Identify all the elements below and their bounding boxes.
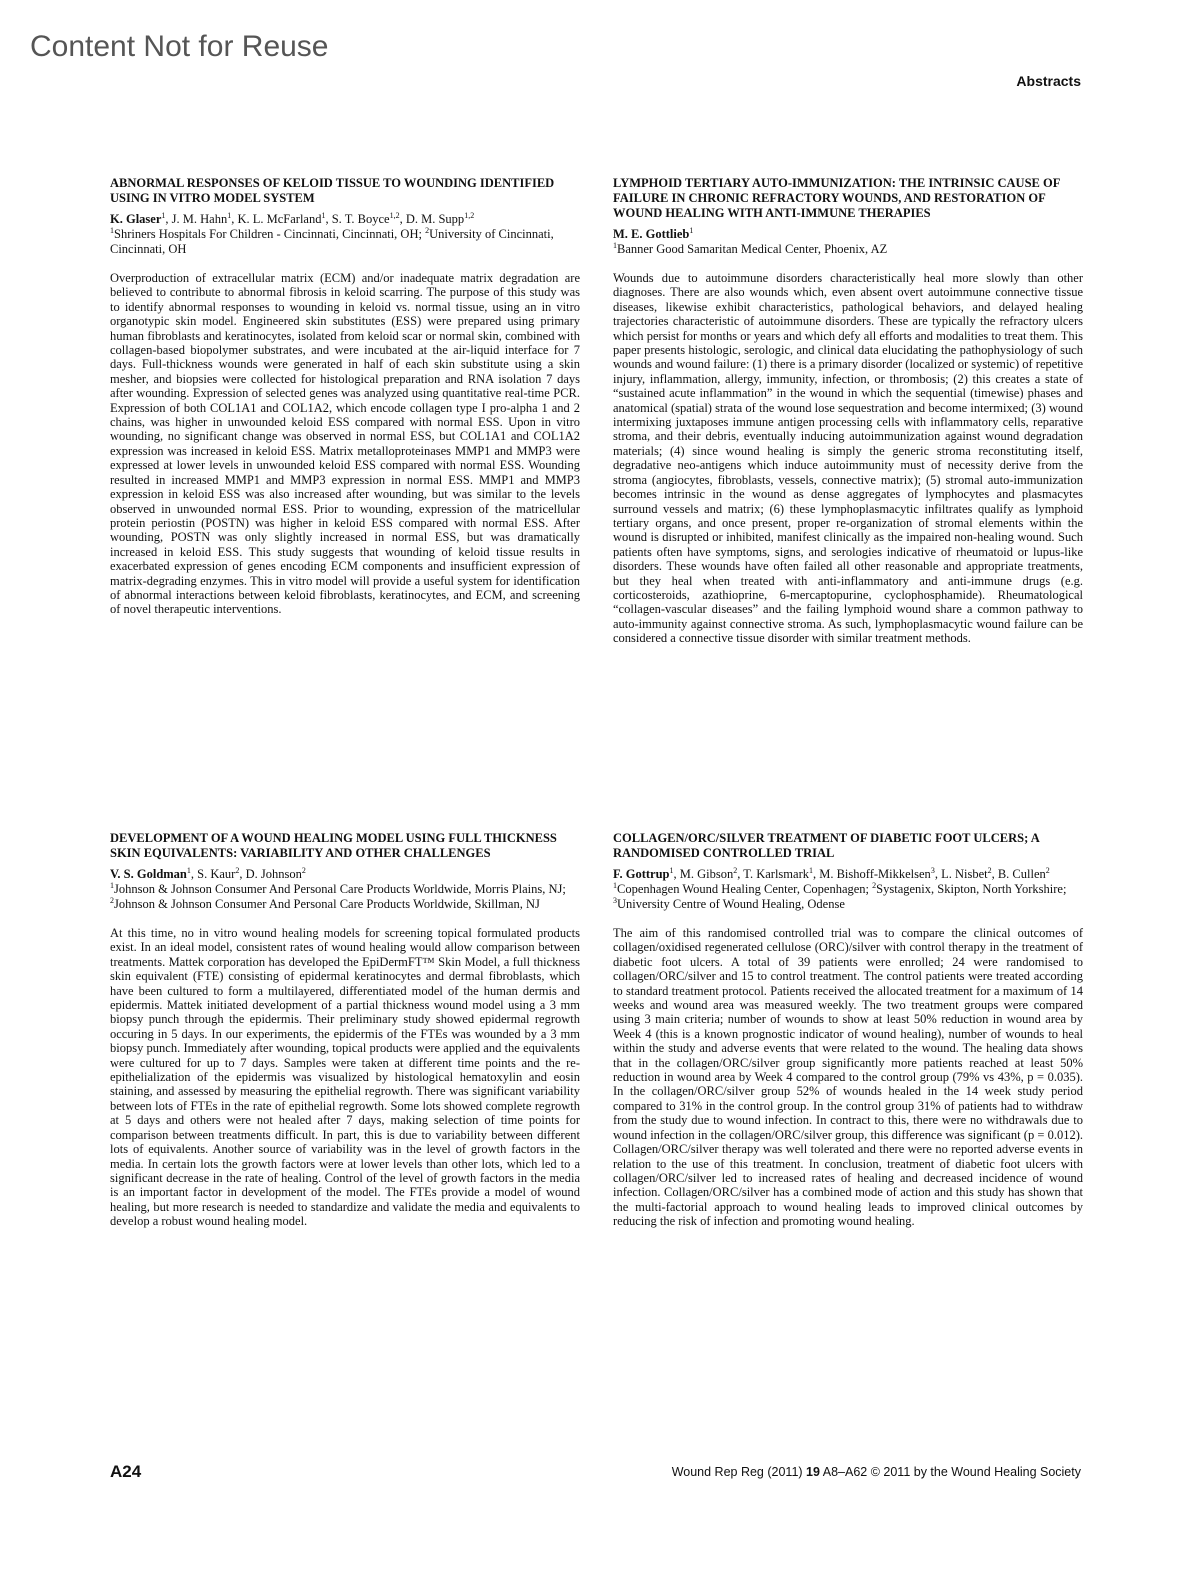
author-sup: 1 — [321, 210, 326, 220]
author-list — [613, 227, 1083, 242]
watermark: Content Not for Reuse — [30, 30, 329, 63]
author-list: F. Gottrup$^1$, M. Gibson$^2$, T. Karlsmark$^1$, M. Bishoff-Mikkelsen$^3$, L. Nisbet$^2$, B. Cullen$^2$ — [613, 865, 1050, 881]
page-number: A24 — [110, 1462, 142, 1481]
abstract-title: LYMPHOID TERTIARY AUTO-IMMUNIZATION: THE INTRINSIC CAUSE OF FAILURE IN CHRONIC REFRACTORY WOUNDS, AND RESTORATION OF WOUND HEALING WITH ANTI-IMMUNE THERAPIES — [613, 176, 1060, 220]
author-name: L. Nisbet — [941, 867, 988, 881]
author-sup: 1 — [186, 865, 191, 875]
author-sup: 1 — [689, 225, 694, 235]
author-sup: 1 — [161, 210, 166, 220]
abstract-body: Wounds due to autoimmune disorders characteristically heal more slowly than other diagnoses. There are also wounds which, even absent overt autoimmune connective tissue diseases, likewise exhibit characteristics, pathological behaviors, and delayed healing trajectories characteristic of autoimmune disorders. These are typically the refractory ulcers which persist for months or years and which defy all efforts and modalities to treat them. This paper presents histologic, serologic, and clinical data elucidating the pathophysiology of such wounds and wound failure: (1) there is a primary disorder (localized or systemic) of repetitive injury, inflammation, allergy, immunity, infection, or thrombosis; (2) this creates a state of “sustained acute inflammation” in the wound in which the sequential (timewise) phases and anatomical (spatial) strata of the wound lose sequestration and become intermixed; (3) wound intermixing juxtaposes immune antigen processing cells with inflammatory cells, reparative stroma, and their debris, eventually inducing autoimmunization against wound degradation materials; (4) since wound healing is simply the generic stroma reconstituting itself, degradative neo-antigens which induce autoimmunity must of necessity derive from the stroma (angiocytes, fibroblasts, vessels, connective matrix); (5) stromal auto-immunization becomes intrinsic in the wound as dense aggregates of lymphocytes and plasmacytes surround vessels and matrix; (6) these lymphoplasmacytic infiltrates qualify as lymphoid tertiary organs, and once present, proper re-organization of stromal elements within the wound is disrupted or inhibited, manifest clinically as the impaired non-healing wound. Such patients often have symptoms, signs, and serologies indicative of rheumatoid or lupus-like disorders. These wounds have often failed all other reasonable and appropriate treatments, but they heal when treated with anti-inflammatory and anti-immune drugs (e.g. corticosteroids, azathioprine, 6-mercaptopurine, cyclophosphamide). Rheumatological “collagen-vascular diseases” and the failing lymphoid wound share a common pathway to auto-immunity against connective stroma. As such, lymphoplasmacytic wound failure can be considered a connective tissue disorder with similar treatment methods. — [613, 271, 1083, 646]
lead-author: F. Gottrup — [613, 867, 670, 881]
section-label: Abstracts — [1016, 73, 1081, 89]
abstract-gottrup — [613, 831, 1083, 1229]
author-name: D. M. Supp — [405, 212, 465, 226]
author-sup: 2 — [733, 865, 738, 875]
affil-sup: 3 — [613, 895, 617, 905]
author-sup: 2 — [987, 865, 992, 875]
author-name: T. Karlsmark — [743, 867, 809, 881]
author-name: K. L. McFarland — [237, 212, 322, 226]
author-sup: 1,2 — [389, 210, 400, 220]
affiliations — [110, 882, 580, 912]
author-sup: 1,2 — [464, 210, 475, 220]
affil-text: University Centre of Wound Healing, Odense — [617, 897, 845, 911]
abstract-title: DEVELOPMENT OF A WOUND HEALING MODEL USING FULL THICKNESS SKIN EQUIVALENTS: VARIABILITY AND OTHER CHALLENGES — [110, 831, 557, 860]
affil-text: Copenhagen Wound Healing Center, Copenhagen; — [617, 882, 870, 896]
affil-sup: 2 — [872, 880, 877, 890]
affil-text: Systagenix, Skipton, North Yorkshire; — [876, 882, 1067, 896]
abstract-body: The aim of this randomised controlled trial was to compare the clinical outcomes of collagen/oxidised regenerated cellulose (ORC)/silver with control therapy in the treatment of diabetic foot ulcers. A total of 39 patients were enrolled; 24 were randomised to collagen/ORC/silver and 15 to control treatment. The control patients were treated according to standard treatment protocol. Patients received the allocated treatment for a maximum of 14 weeks and wound area was measured weekly. The two treatment groups were compared using 3 main criteria; number of wounds to show at least 50% reduction in wound area by Week 4 (this is a known prognostic indicator of wound healing), number of wounds to heal within the study and adverse events that were related to the wound. The healing data shows that in the collagen/ORC/silver group significantly more patients reached at least 50% reduction in wound area by Week 4 compared to the control group (79% vs 43%, p = 0.035). In the collagen/ORC/silver group 52% of wounds healed in the 14 week study period compared to 31% in the control group. In the control group 31% of patients had to withdraw from the study due to wound infection. In contract to this, there were no withdrawals due to wound infection in the collagen/ORC/silver group, this difference was significant (p = 0.012). Collagen/ORC/silver therapy was well tolerated and there were no reported adverse events in relation to the use of this treatment. In conclusion, treatment of diabetic foot ulcers with collagen/ORC/silver led to increased rates of healing and decreased incidence of wound infection. Collagen/ORC/silver has a combined mode of action and this study has shown that the multi-factorial approach to wound healing leads to improved clinical outcomes by reducing the risk of infection and promoting wound healing. — [613, 926, 1083, 1229]
abstract-goldman — [110, 831, 580, 1229]
author-sup: 1 — [808, 865, 813, 875]
abstract-body: Overproduction of extracellular matrix (ECM) and/or inadequate matrix degradation are believed to contribute to abnormal fibrosis in keloid scarring. The purpose of this study was to identify abnormal responses to wounding in keloid vs. normal tissue, using an in vitro organotypic skin model. Engineered skin substitutes (ESS) were prepared using primary human fibroblasts and keratinocytes, isolated from keloid scar or normal skin, combined with collagen-based biopolymer substrates, and were incubated at the air-liquid interface for 7 days. Full-thickness wounds were generated in half of each skin substitute using a skin mesher, and biopsies were collected for histological preparation and RNA isolation 7 days after wounding. Expression of selected genes was analyzed using quantitative real-time PCR. Expression of both COL1A1 and COL1A2, which encode collagen type I pro-alpha 1 and 2 chains, was higher in unwounded keloid ESS compared with normal ESS. Upon in vitro wounding, no significant change was observed in normal ESS, but COL1A1 and COL1A2 expression was increased in keloid ESS. Matrix metalloproteinases MMP1 and MMP3 were expressed at lower levels in unwounded keloid ESS compared with normal ESS. Wounding resulted in increased MMP1 and MMP3 expression in normal ESS. MMP1 and MMP3 expression in keloid ESS was also increased after wounding, but was similar to the levels observed in unwounded normal ESS. Prior to wounding, expression of the matricellular protein periostin (POSTN) was higher in keloid ESS compared with normal ESS. After wounding, POSTN was only slightly increased in normal ESS, but was dramatically increased in keloid ESS. This study suggests that wounding of keloid tissue results in exacerbated expression of genes encoding ECM components and insufficient expression of matrix-degrading enzymes. This in vitro model will provide a useful system for identification of abnormal interactions between keloid fibroblasts, keratinocytes, and ECM, and screening of novel therapeutic interventions. — [110, 271, 580, 617]
journal-citation — [672, 1465, 1081, 1479]
affil-text: Johnson & Johnson Consumer And Personal Care Products Worldwide, Skillman, NJ — [114, 897, 540, 911]
author-sup: 1 — [227, 210, 232, 220]
abstract-glaser — [110, 176, 580, 617]
author-name: J. M. Hahn — [171, 212, 228, 226]
affil-sup: 1 — [613, 880, 617, 890]
affil-sup: 2 — [110, 895, 114, 905]
journal-pages: A8–A62 — [822, 1465, 868, 1479]
affil-sup: 1 — [110, 880, 114, 890]
author-name: D. Johnson — [245, 867, 302, 881]
abstract-body: At this time, no in vitro wound healing models for screening topical formulated products exist. In an ideal model, consistent rates of wound healing would allow comparison between treatments. Mattek corporation has developed the EpiDermFT™ Skin Model, a full thickness skin equivalent (FTE) consisting of epidermal keratinocytes and dermal fibroblasts, which have been cultured to form a multilayered, differentiated model of the human dermis and epidermis. Mattek initiated development of a partial thickness wound model using a 3 mm biopsy punch through the epidermis. Their preliminary study showed epidermal regrowth occuring in 5 days. In our experiments, the epidermis of the FTEs was wounded by a 3 mm biopsy punch. Immediately after wounding, topical products were applied and the equivalents were cultured for up to 7 days. Samples were taken at different time points and the re-epithelialization of the epidermis was visualized by histological hematoxylin and eosin staining, and assessed by measuring the epithelial regrowth. There was significant variability between lots of FTEs in the rate of epithelial regrowth. Some lots showed complete regrowth at 5 days and others were not healed after 7 days, making selection of time points for comparison between treatments difficult. In part, this is due to variability between different lots of equivalents. Another source of variability was in the level of growth factors in the media. In certain lots the growth factors were at lower levels than other lots, which led to a significant decrease in the rate of healing. Control of the level of growth factors in the media is an important factor in development of the model. The FTEs provide a model of wound healing, but more research is needed to standardize and validate the media and equivalents to develop a robust wound healing model. — [110, 926, 580, 1229]
author-name: S. Kaur — [197, 867, 236, 881]
author-sup: 2 — [235, 865, 240, 875]
affiliations — [613, 242, 1083, 257]
author-list: V. S. Goldman$^1$, S. Kaur$^2$, D. Johnson$^2$ — [110, 865, 306, 881]
lead-author: V. S. Goldman — [110, 867, 187, 881]
affil-sup: 2 — [425, 225, 430, 235]
abstract-title: COLLAGEN/ORC/SILVER TREATMENT OF DIABETIC FOOT ULCERS; A RANDOMISED CONTROLLED TRIAL — [613, 831, 1040, 860]
author-name: S. T. Boyce — [331, 212, 390, 226]
affiliations — [110, 227, 580, 257]
author-sup: 1 — [669, 865, 674, 875]
affil-text: University of Cincinnati, Cincinnati, OH — [110, 227, 554, 256]
abstract-gottlieb — [613, 176, 1083, 646]
affil-sup: 1 — [110, 225, 114, 235]
author-sup: 2 — [301, 865, 306, 875]
copyright: © 2011 by the Wound Healing Society — [870, 1465, 1081, 1479]
affil-sup: 1 — [613, 240, 617, 250]
author-name: M. Bishoff-Mikkelsen — [819, 867, 931, 881]
journal-name: Wound Rep Reg (2011) — [671, 1465, 803, 1479]
author-name: B. Cullen — [997, 867, 1046, 881]
author-sup: 3 — [930, 865, 935, 875]
abstract-title: ABNORMAL RESPONSES OF KELOID TISSUE TO WOUNDING IDENTIFIED USING IN VITRO MODEL SYSTEM — [110, 176, 555, 205]
lead-author: M. E. Gottlieb — [613, 227, 690, 241]
author-list: K. Glaser$^1$, J. M. Hahn$^1$, K. L. McFarland$^1$, S. T. Boyce$^{1,2}$, D. M. Supp$^{1,2}$ — [110, 210, 475, 226]
affiliations — [613, 882, 1083, 912]
author-sup: 2 — [1045, 865, 1050, 875]
affil-text: Johnson & Johnson Consumer And Personal Care Products Worldwide, Morris Plains, NJ; — [114, 882, 566, 896]
journal-volume: 19 — [806, 1465, 820, 1479]
affil-text: Shriners Hospitals For Children - Cincinnati, Cincinnati, OH; — [114, 227, 422, 241]
author-name: M. Gibson — [679, 867, 734, 881]
affil-text: Banner Good Samaritan Medical Center, Phoenix, AZ — [617, 242, 888, 256]
lead-author: K. Glaser — [110, 212, 162, 226]
